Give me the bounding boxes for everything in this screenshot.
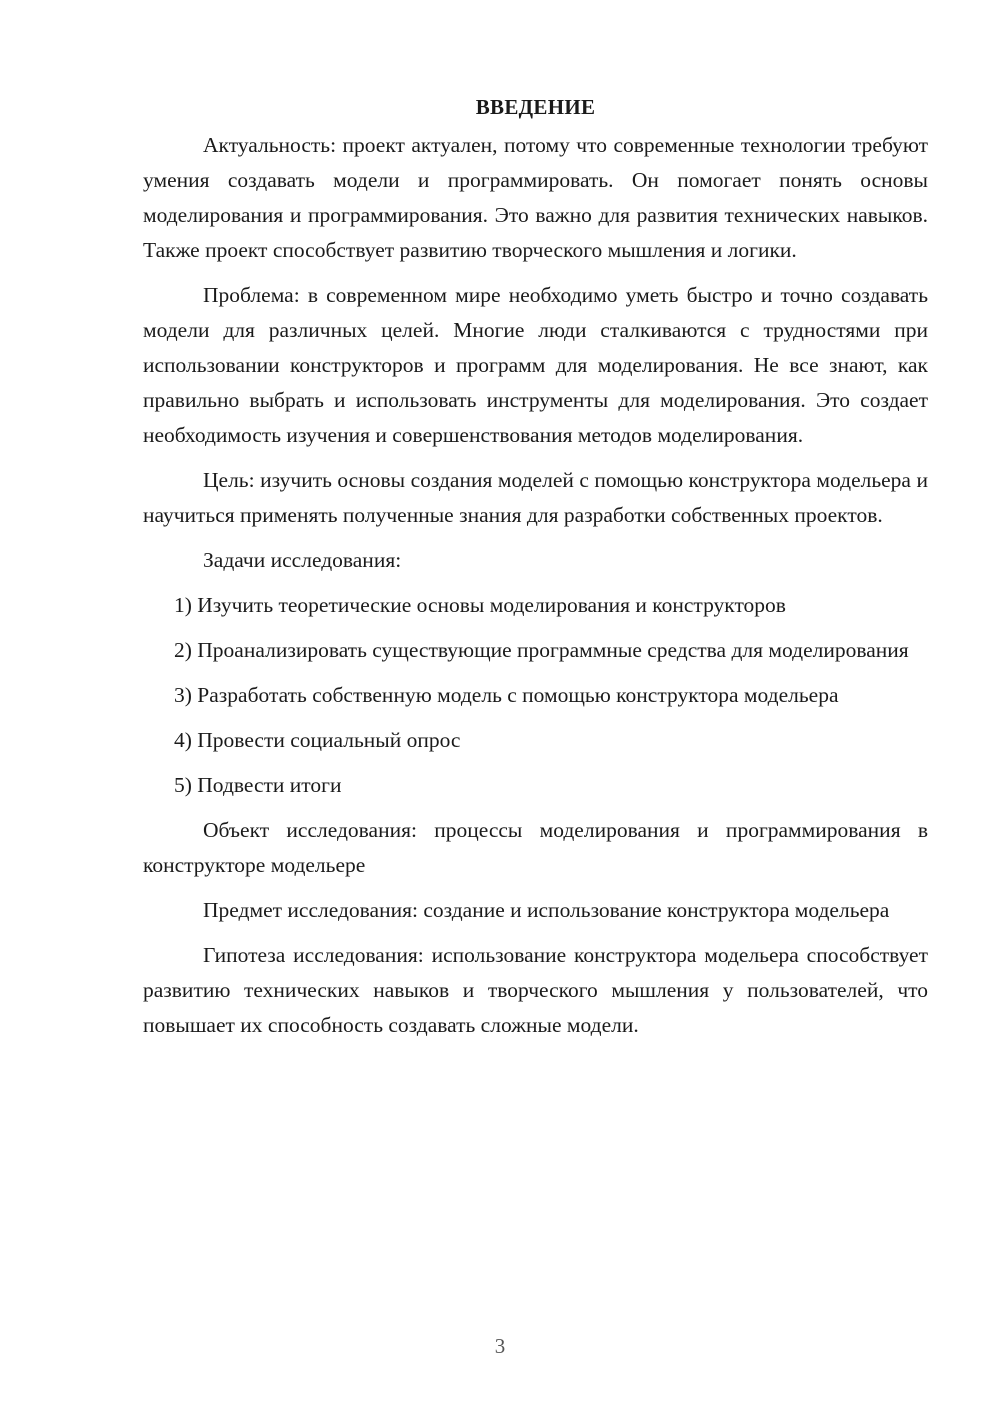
subject-paragraph: Предмет исследования: создание и использование конструктора модельера xyxy=(203,898,890,922)
list-item: 3) Разработать собственную модель с помощью конструктора модельера xyxy=(174,683,839,707)
list-item: 5) Подвести итоги xyxy=(174,773,342,797)
section-title: ВВЕДЕНИЕ xyxy=(475,95,596,119)
document-page xyxy=(143,92,928,1053)
relevance-paragraph: Актуальность: проект актуален, потому что современные технологии требуют умения создавать модели и программировать. Он помогает понять основы моделирования и программирования. Это важно для развития технических навыков. Также проект способствует развитию творческого мышления и логики. xyxy=(143,133,928,262)
list-item: 2) Проанализировать существующие программные средства для моделирования xyxy=(174,638,909,662)
page-number: 3 xyxy=(494,1334,506,1358)
tasks-list xyxy=(143,588,928,803)
tasks-heading: Задачи исследования: xyxy=(203,548,402,572)
list-item: 1) Изучить теоретические основы моделирования и конструкторов xyxy=(174,593,786,617)
object-paragraph: Объект исследования: процессы моделирования и программирования в конструкторе модельере xyxy=(143,818,928,877)
goal-paragraph: Цель: изучить основы создания моделей с помощью конструктора модельера и научиться применять полученные знания для разработки собственных проектов. xyxy=(143,468,928,527)
list-item: 4) Провести социальный опрос xyxy=(174,728,461,752)
problem-paragraph: Проблема: в современном мире необходимо уметь быстро и точно создавать модели для различных целей. Многие люди сталкиваются с трудностями при использовании конструкторов и программ для моделирования. Не все знают, как правильно выбрать и использовать инструменты для моделирования. Это создает необходимость изучения и совершенствования методов моделирования. xyxy=(143,283,928,447)
hypothesis-paragraph: Гипотеза исследования: использование конструктора модельера способствует развитию технических навыков и творческого мышления у пользователей, что повышает их способность создавать сложные модели. xyxy=(143,943,928,1037)
